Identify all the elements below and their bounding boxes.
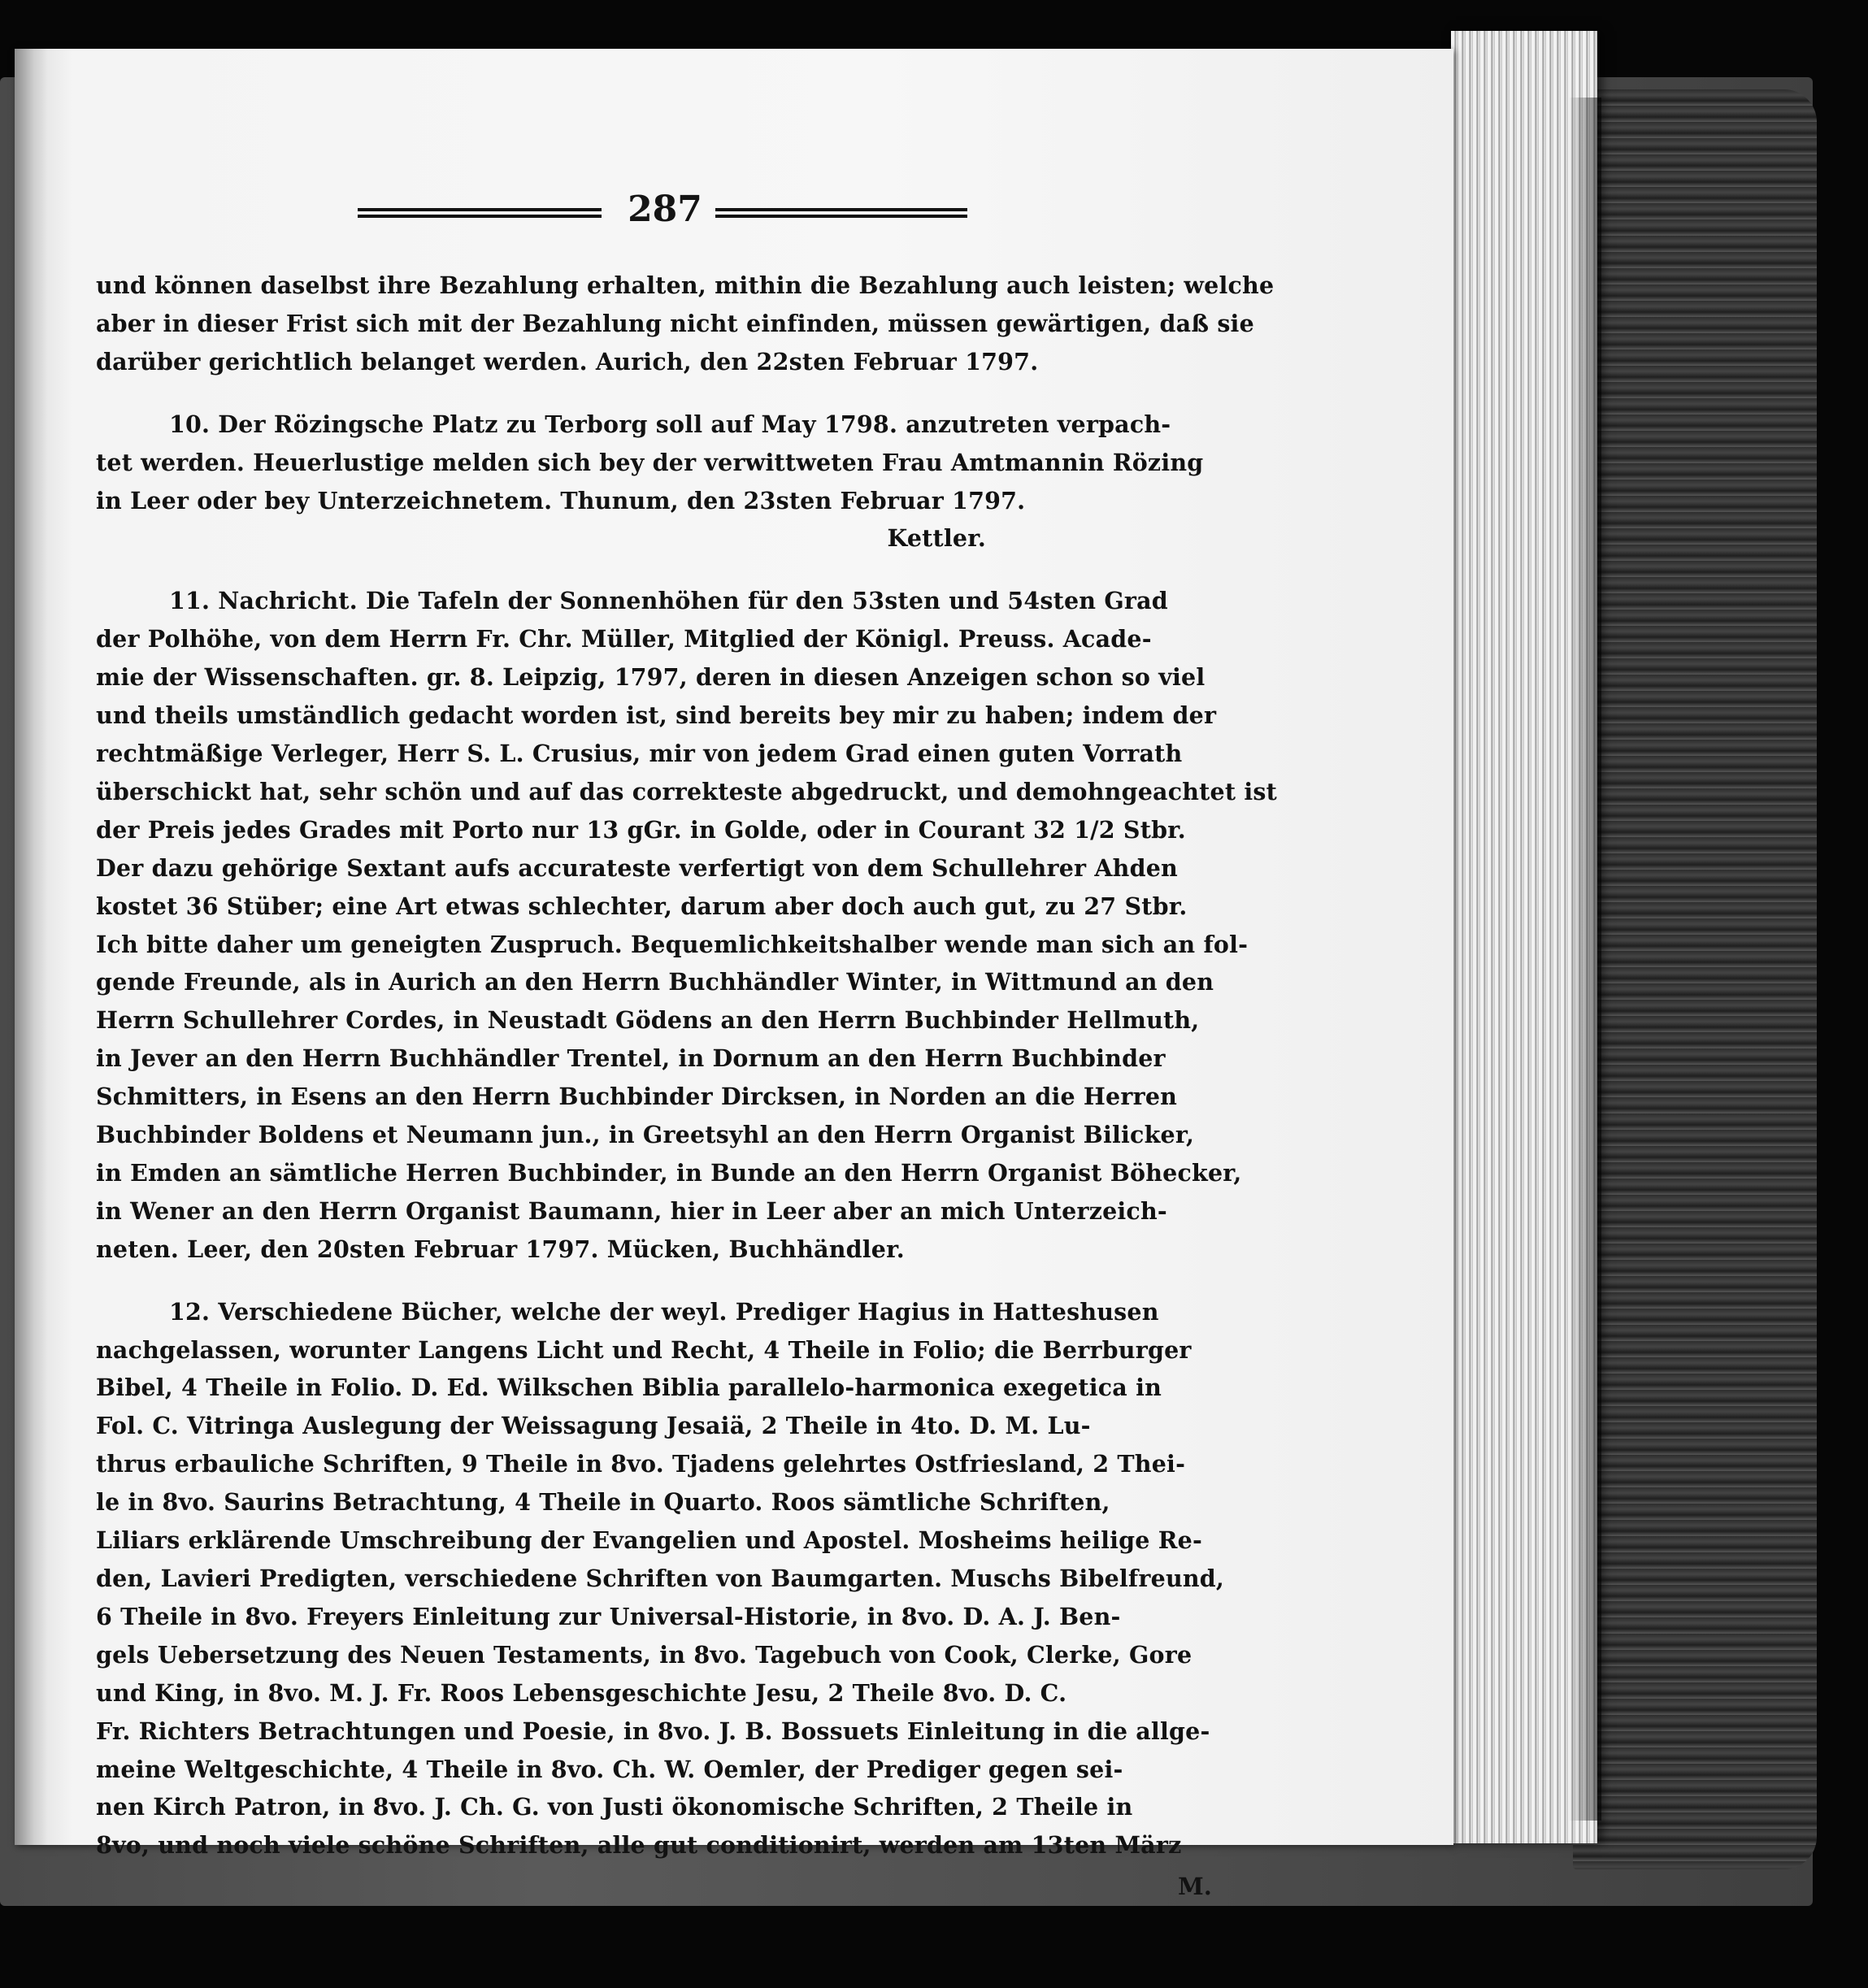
page-number: 287 (628, 189, 702, 230)
text-line: der Preis jedes Grades mit Porto nur 13 gGr. in Golde, oder in Courant 32 1/2 Stbr. (96, 815, 1186, 844)
text-line: 11. Nachricht. Die Tafeln der Sonnenhöhen für den 53sten und 54sten Grad (169, 587, 1168, 615)
header-rule-right (715, 208, 967, 218)
text-line: le in 8vo. Saurins Betrachtung, 4 Theile in Quarto. Roos sämtliche Schriften, (96, 1488, 1110, 1517)
paragraph-item-11 (96, 582, 1277, 1268)
text-line: thrus erbauliche Schriften, 9 Theile in 8vo. Tjadens gelehrtes Ostfriesland, 2 Thei- (96, 1450, 1186, 1478)
text-line: Fol. C. Vitringa Auslegung der Weissagung Jesaiä, 2 Theile in 4to. D. M. Lu- (96, 1412, 1091, 1440)
signature: Kettler. (887, 524, 986, 553)
text-line: Fr. Richters Betrachtungen und Poesie, in 8vo. J. B. Bossuets Einleitung in die allge- (96, 1717, 1210, 1745)
book-spine-edge (1573, 89, 1817, 1869)
header-rule-left (358, 208, 602, 218)
paragraph-continuation (96, 267, 1275, 381)
text-line: 8vo, und noch viele schöne Schriften, alle gut conditionirt, werden am 13ten März (96, 1831, 1182, 1860)
text-line: Schmitters, in Esens an den Herrn Buchbinder Dircksen, in Norden an die Herren (96, 1083, 1178, 1111)
text-line: neten. Leer, den 20sten Februar 1797. Mücken, Buchhändler. (96, 1235, 905, 1263)
text-line: kostet 36 Stüber; eine Art etwas schlechter, darum aber doch auch gut, zu 27 Stbr. (96, 892, 1188, 920)
text-line: 10. Der Rözingsche Platz zu Terborg soll auf May 1798. anzutreten verpach- (169, 410, 1171, 438)
text-line: meine Weltgeschichte, 4 Theile in 8vo. Ch. W. Oemler, der Prediger gegen sei- (96, 1755, 1123, 1783)
text-line: 12. Verschiedene Bücher, welche der weyl. Prediger Hagius in Hatteshusen (169, 1297, 1159, 1326)
text-line: und können daselbst ihre Bezahlung erhalten, mithin die Bezahlung auch leisten; welche (96, 271, 1275, 299)
text-line: in Emden an sämtliche Herren Buchbinder, in Bunde an den Herrn Organist Böhecker, (96, 1158, 1242, 1187)
running-head (358, 185, 975, 242)
text-line: überschickt hat, sehr schön und auf das correkteste abgedruckt, und demohngeachtet ist (96, 777, 1277, 805)
text-line: den, Lavieri Predigten, verschiedene Schriften von Baumgarten. Muschs Bibelfreund, (96, 1565, 1225, 1592)
page-edges-shadow (1569, 98, 1601, 1821)
text-line: tet werden. Heuerlustige melden sich bey der verwittweten Frau Amtmannin Rözing (96, 448, 1204, 476)
text-line: in Wener an den Herrn Organist Baumann, hier in Leer aber an mich Unterzeich- (96, 1196, 1167, 1225)
text-line: Bibel, 4 Theile in Folio. D. Ed. Wilkschen Biblia parallelo-harmonica exegetica in (96, 1374, 1162, 1402)
text-line: in Jever an den Herrn Buchhändler Trentel, in Dornum an den Herrn Buchbinder (96, 1044, 1166, 1073)
text-line: Herrn Schullehrer Cordes, in Neustadt Gödens an den Herrn Buchbinder Hellmuth, (96, 1006, 1200, 1035)
page-gutter (15, 49, 47, 1845)
text-line: mie der Wissenschaften. gr. 8. Leipzig, 1797, deren in diesen Anzeigen schon so viel (96, 663, 1206, 692)
text-line: in Leer oder bey Unterzeichnetem. Thunum, den 23sten Februar 1797. (96, 486, 1026, 514)
text-line: und theils umständlich gedacht worden ist, sind bereits bey mir zu haben; indem der (96, 701, 1217, 730)
paragraph-item-10 (96, 406, 1230, 558)
text-line: nen Kirch Patron, in 8vo. J. Ch. G. von Justi ökonomische Schriften, 2 Theile in (96, 1793, 1133, 1821)
text-line: gende Freunde, als in Aurich an den Herrn Buchhändler Winter, in Wittmund an den (96, 968, 1214, 996)
text-line: darüber gerichtlich belanget werden. Aurich, den 22sten Februar 1797. (96, 347, 1039, 375)
catchword: M. (1178, 1873, 1212, 1901)
text-line: aber in dieser Frist sich mit der Bezahlung nicht einfinden, müssen gewärtigen, daß sie (96, 309, 1254, 337)
text-line: rechtmäßige Verleger, Herr S. L. Crusius, mir von jedem Grad einen guten Vorrath (96, 739, 1183, 767)
paragraph-item-12 (96, 1293, 1230, 1907)
text-line: Der dazu gehörige Sextant aufs accurateste verfertigt von dem Schullehrer Ahden (96, 853, 1178, 882)
text-line: 6 Theile in 8vo. Freyers Einleitung zur Universal-Historie, in 8vo. D. A. J. Ben- (96, 1602, 1121, 1630)
text-line: der Polhöhe, von dem Herrn Fr. Chr. Müller, Mitglied der Königl. Preuss. Acade- (96, 625, 1152, 653)
text-line: Liliars erklärende Umschreibung der Evangelien und Apostel. Mosheims heilige Re- (96, 1526, 1203, 1555)
text-line: und King, in 8vo. M. J. Fr. Roos Lebensgeschichte Jesu, 2 Theile 8vo. D. C. (96, 1678, 1067, 1707)
text-line: gels Uebersetzung des Neuen Testaments, in 8vo. Tagebuch von Cook, Clerke, Gore (96, 1640, 1192, 1669)
page-text (96, 267, 1277, 1930)
text-line: Ich bitte daher um geneigten Zuspruch. Bequemlichkeitshalber wende man sich an fol- (96, 930, 1249, 958)
text-line: nachgelassen, worunter Langens Licht und Recht, 4 Theile in Folio; die Berrburger (96, 1335, 1192, 1364)
text-line: Buchbinder Boldens et Neumann jun., in Greetsyhl an den Herrn Organist Bilicker, (96, 1121, 1195, 1149)
